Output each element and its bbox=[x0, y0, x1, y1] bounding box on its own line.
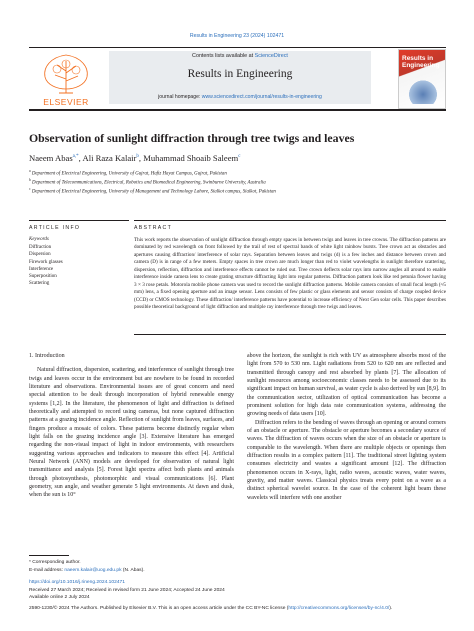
body-column-left bbox=[29, 352, 234, 500]
cover-title: Results in Engineering bbox=[402, 55, 440, 69]
author-marks[interactable]: a,* bbox=[72, 154, 79, 160]
affiliation-item bbox=[29, 187, 449, 196]
intro-paragraph: Diffraction refers to the bending of waves through an opening or around corners of an obstacle or aperture. The obstacle or aperture becomes a secondary source of waves. The diffraction of waves occurs when the size of an obstacle or aperture is comparable to the wavelength. When there are multiple objects or openings then diffraction results in a complex pattern [11]. The traditional street lighting system consumes electricity and wastes a significant amount [12]. The diffraction phenomenon occurs in X-rays, light, radio waves, acoustic waves, water waves, gravity, and matter waves. Classical physics treats every point on a wave as a distinct spherical wavelet source. In the case of the coherent light beam these wavelets will interfere with one another bbox=[247, 419, 446, 501]
homepage-line bbox=[109, 94, 371, 100]
email-line bbox=[29, 567, 449, 575]
copyright-line bbox=[29, 605, 449, 613]
article-info-heading: ARTICLE INFO bbox=[29, 225, 81, 231]
author-separator: , bbox=[138, 153, 144, 163]
cover-art-image bbox=[405, 80, 441, 104]
journal-masthead bbox=[29, 47, 446, 110]
masthead-top-rule bbox=[29, 47, 446, 48]
author-marks[interactable]: c bbox=[238, 154, 241, 160]
masthead-bottom-rule bbox=[29, 109, 446, 111]
affiliation-list bbox=[29, 169, 449, 197]
email-label: E-mail address: bbox=[29, 567, 65, 573]
license-link[interactable]: http://creativecommons.org/licenses/by-nc/4.0/ bbox=[288, 606, 390, 612]
author-marks[interactable]: b bbox=[136, 154, 139, 160]
elsevier-tree-icon bbox=[29, 51, 103, 97]
body-column-right bbox=[247, 352, 446, 502]
journal-name: Results in Engineering bbox=[187, 68, 293, 80]
section-heading-introduction: 1. Introduction bbox=[29, 353, 65, 359]
email-link[interactable]: naeem.kalair@uog.edu.pk bbox=[64, 567, 122, 573]
affiliation-text: Department of Telecommunications, Electrical, Robotics and Biomedical Engineering, Swinburne University, Australia bbox=[32, 180, 266, 186]
abstract-text: This work reports the observation of sunlight diffraction through empty spaces in between twigs and leaves in tree crowns. The diffraction patterns are dominated by red wavelength on front followed by the trail of rest of spectral bands of white light rainbow bursts. Tree crown act as obstacles and apertures causing diffraction/ interference of solar rays. Separation between leaves and twigs (d) is a few inches and distance between crown and camera (D) is in range of a few meters. Empty spaces in tree crown are much longer than red to violet wavelengths in sunlight therefore scattering, dispersion, reflection, diffraction and interference effects cannot be ruled out. Tree crown deflects solar rays into narrow angles all around to enable interference inside camera lens to create grating structure diffracting light into regular patterns. Diffraction pattern look like red petunia flower having 3 × 3 rose petals. Motorola mobile phone camera was used to record the sunlight diffraction patterns. Mobile camera consists of small focal length (≈5 mm) lens, a fixed opening aperture and an image sensor. Lens consists of few plastic or glass elements and sensor consists of charge coupled device (CCD) or CMOS technology. These diffraction/ interference patterns have potential to increase efficiency of Next Gen solar cells. This paper describes possible theoretical background of light diffraction and multiple ray interference through tree twigs and leaves. bbox=[134, 237, 446, 311]
journal-banner bbox=[109, 51, 371, 104]
article-footer bbox=[29, 559, 449, 613]
contents-prefix: Contents lists available at bbox=[192, 53, 255, 59]
journal-homepage-link[interactable]: www.sciencedirect.com/journal/results-in-engineering bbox=[201, 94, 322, 100]
copyright-text: 2590-1230/© 2024 The Authors. Published by Elsevier B.V. This is an open access article under the CC BY-NC license ( bbox=[29, 606, 289, 612]
corresponding-author-note: * Corresponding author. bbox=[29, 560, 81, 565]
elsevier-logo bbox=[29, 51, 103, 109]
author-name[interactable]: Muhammad Shoaib Saleem bbox=[143, 153, 239, 163]
author-separator: , bbox=[78, 153, 83, 163]
available-online: Available online 2 July 2024 bbox=[29, 595, 90, 601]
article-info-rule bbox=[29, 220, 129, 221]
journal-cover-thumbnail[interactable] bbox=[398, 49, 446, 109]
intro-paragraph: above the horizon, the sunlight is rich with UV as atmosphere absorbs most of the light from 570 to 530 nm. Light radiations from 520 to 620 nm are reflected and transmitted through canopy and rest absorbed by plants [7]. The allocation of sunlight resources among socioeconomic classes needs to be assessed due to its significant impact on human survival, as water cycle is also derived by sun [8,9]. In the communication sector, utilization of optical communication has become a prominent solution for high data rate communication systems, addressing the growing needs of data users [10]. bbox=[247, 353, 446, 418]
keywords-label: Keywords bbox=[29, 237, 49, 242]
affiliation-mark: b bbox=[29, 178, 31, 183]
email-suffix: (N. Abas). bbox=[121, 567, 145, 573]
homepage-prefix: journal homepage: bbox=[158, 94, 202, 100]
keyword-item: Dispersion bbox=[29, 252, 51, 258]
publisher-name: ELSEVIER bbox=[43, 97, 89, 107]
keyword-item: Diffraction bbox=[29, 245, 52, 250]
affiliation-item bbox=[29, 178, 449, 187]
affiliation-item bbox=[29, 169, 449, 178]
affiliation-mark: c bbox=[29, 187, 31, 192]
copyright-end: ). bbox=[389, 606, 393, 612]
affiliation-text: Department of Electrical Engineering, University of Management and Technology Lahore, Sialkot campus, Sialkot, Pakistan bbox=[31, 190, 276, 196]
keyword-item: Interference bbox=[29, 266, 54, 272]
affiliation-text: Department of Electrical Engineering, University of Gujrat, Hafiz Hayat Campus, Gujrat, Pakistan bbox=[31, 171, 227, 177]
author-name[interactable]: Ali Raza Kalair bbox=[82, 153, 137, 163]
abstract-rule-top bbox=[134, 220, 446, 221]
author-list bbox=[29, 153, 449, 163]
keyword-item: Superposition bbox=[29, 274, 57, 279]
footnote-rule bbox=[29, 555, 69, 556]
intro-paragraph: Natural diffraction, dispersion, scattering, and interference of sunlight through tree twigs and leaves occur in the environment but are nowhere to be found in recorded literature and observations. Environmental issues are of great concern and need special attention to be dealt through incorporation of hybrid renewable energy systems [1,2]. In the literature, the phenomenon of light and diffraction is defined theoretically and attempted to record using cameras, but none captured diffraction patterns at a grazing incidence angle. Reflection of sunlight from leaves, surfaces, and fingers produce a mosaic of colors. These patterns become distinctly regular when light falls on the grazing incidence angle [3]. Extensive literature has emerged regarding the non-visual impact of light in indoor environments, with researchers suggesting various approaches and indicators to measure this effect [4]. Artificial Neural Network (ANN) models are developed for observation of natural light transmittance and analysis [5]. Forest light spectra affect both plants and animals through photosynthesis, photomorphic and visual communications [6]. Plant geometry, sun angle, and weather generate 5 light environments. At dawn and dusk, when the sun is 10° bbox=[29, 367, 234, 499]
affiliation-mark: a bbox=[29, 169, 31, 173]
doi-text[interactable]: https://doi.org/10.1016/j.rineng.2024.102471 bbox=[29, 579, 125, 585]
author-name[interactable]: Naeem Abas bbox=[29, 153, 73, 163]
contents-line bbox=[109, 53, 371, 59]
doi-link[interactable] bbox=[29, 579, 449, 587]
sciencedirect-link[interactable]: ScienceDirect bbox=[254, 53, 288, 59]
history-dates: Received 27 March 2024; Received in revised form 21 June 2024; Accepted 24 June 2024 bbox=[29, 587, 225, 593]
article-title: Observation of sunlight diffraction through tree twigs and leaves bbox=[29, 131, 355, 145]
abstract-rule-bottom bbox=[134, 334, 446, 335]
abstract-heading: ABSTRACT bbox=[134, 225, 173, 231]
keyword-item: Scattering bbox=[29, 281, 50, 287]
keyword-item: Firework glasses bbox=[29, 259, 63, 265]
journal-reference[interactable]: Results in Engineering 23 (2024) 102471 bbox=[189, 33, 285, 39]
keyword-list bbox=[29, 244, 129, 288]
